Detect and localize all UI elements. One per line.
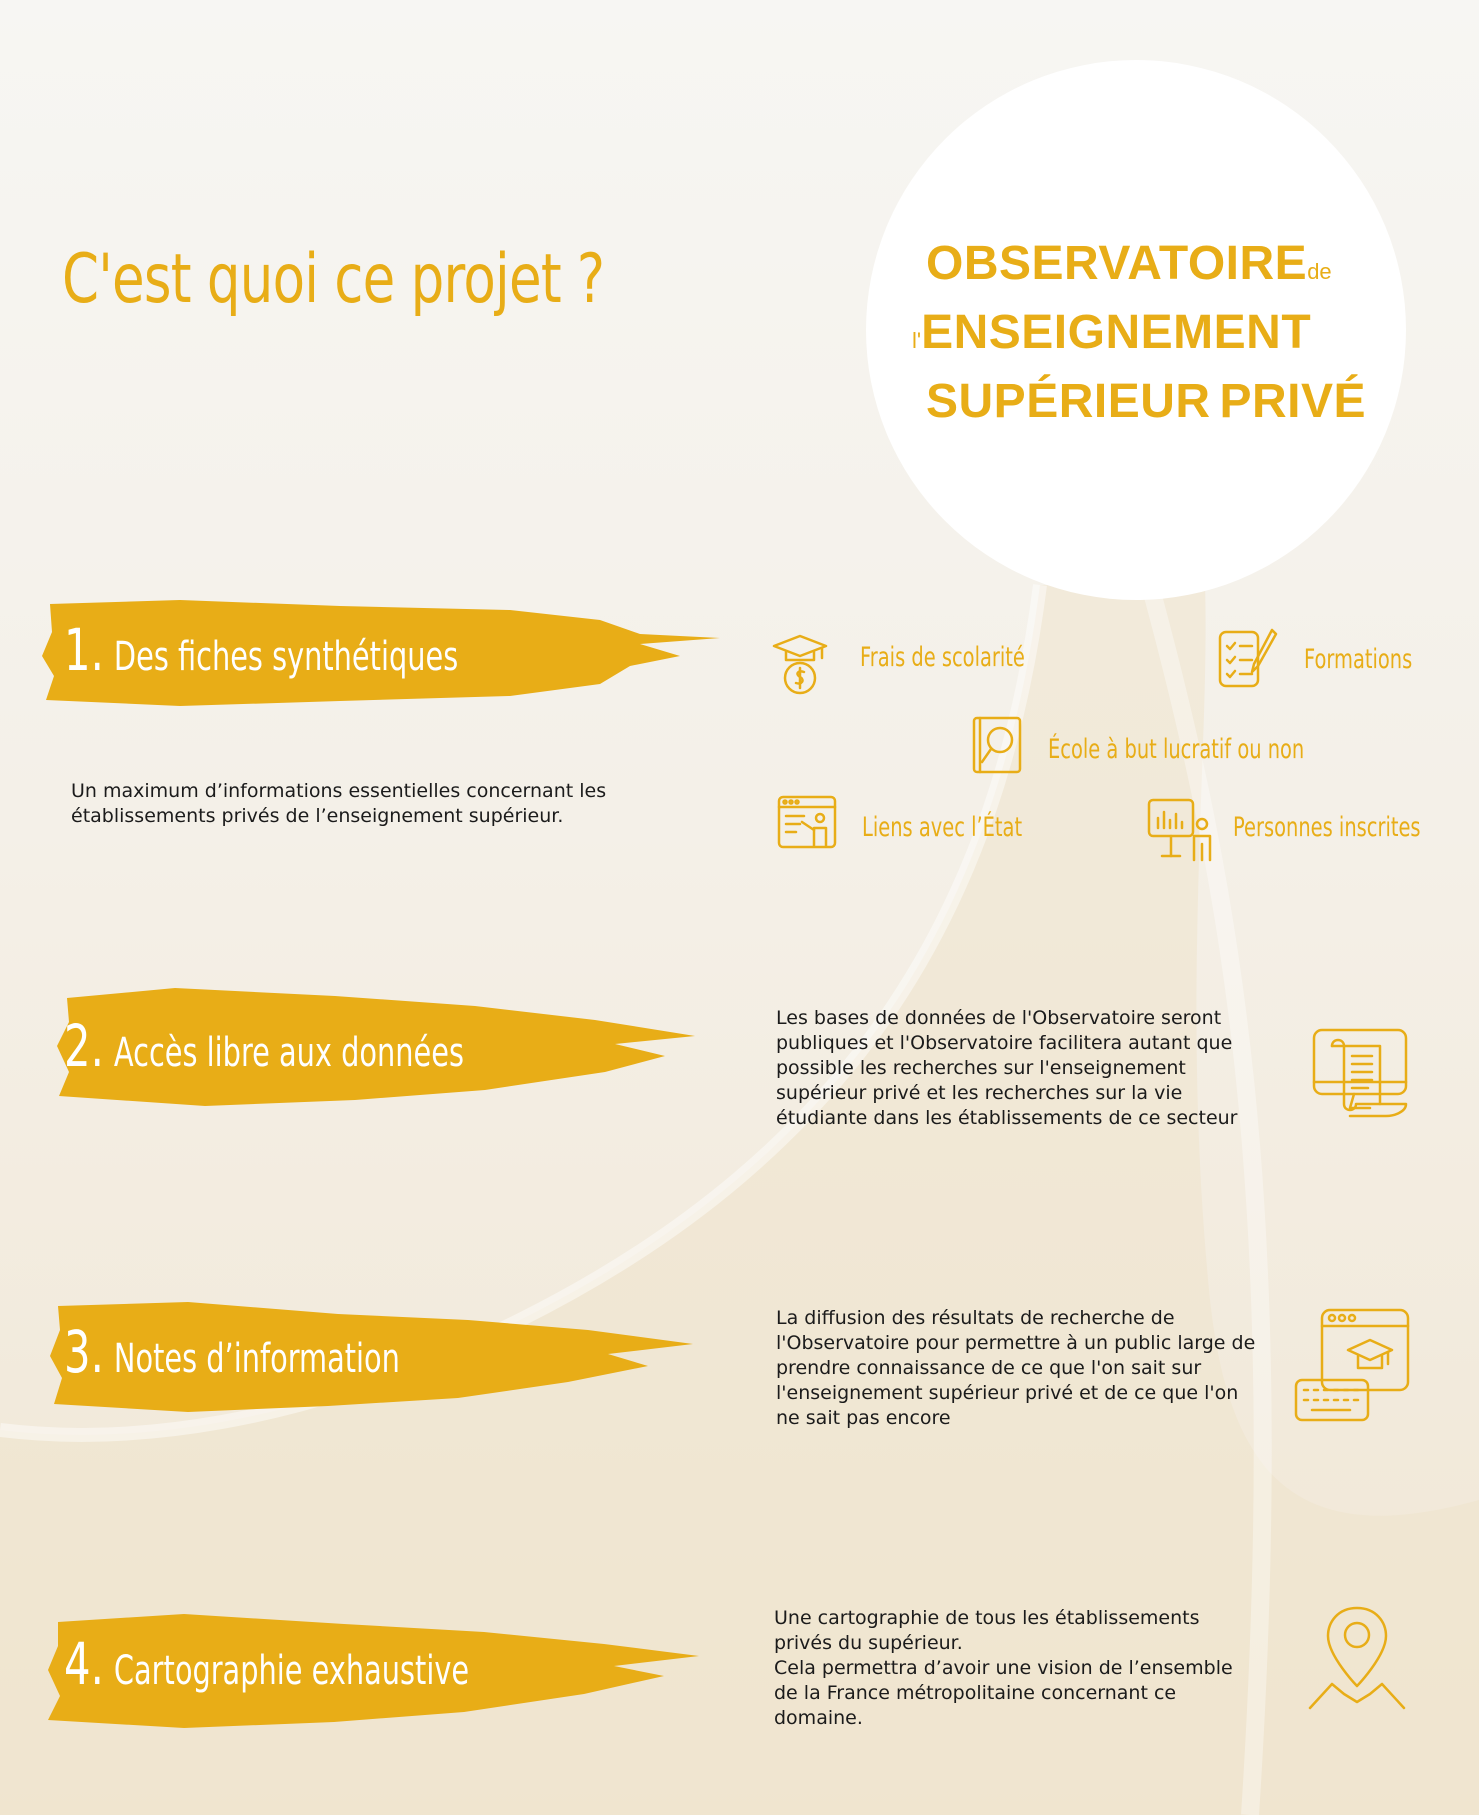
section-1-number: 1. [64, 616, 104, 684]
feature-frais-de-scolarite: Frais de scolarité [860, 642, 1025, 673]
observatoire-logo [912, 235, 1366, 442]
section-2-heading [64, 1012, 464, 1080]
section-1-description: Un maximum d’informations essentielles concernant les établissements privés de l’enseignement supérieur. [71, 780, 607, 827]
section-2-title: Accès libre aux données [113, 1030, 464, 1076]
logo-word-observatoire: OBSERVATOIRE [926, 237, 1308, 290]
section-3-description: La diffusion des résultats de recherche de l'Observatoire pour permettre à un public large de prendre connaissance de ce que l'on sait sur l'enseignement supérieur privé et de ce que l'on ne sait pas encore [776, 1307, 1256, 1429]
feature-personnes-inscrites: Personnes inscrites [1233, 812, 1421, 843]
computer-document-icon [1310, 1024, 1414, 1120]
section-1-title: Des fiches synthétiques [113, 634, 459, 680]
section-2-number: 2. [64, 1012, 104, 1080]
section-1-heading [64, 616, 458, 684]
feature-formations: Formations [1304, 644, 1413, 675]
presentation-chart-icon [1146, 794, 1218, 864]
section-3-heading [64, 1318, 400, 1386]
book-magnifier-icon [970, 714, 1026, 776]
page-title: C'est quoi ce projet ? [62, 240, 605, 319]
logo-word-enseignement: ENSEIGNEMENT [921, 306, 1312, 359]
checklist-pen-icon [1214, 624, 1280, 694]
map-pin-icon [1306, 1604, 1408, 1714]
teacher-board-icon [776, 794, 838, 852]
section-3-title: Notes d’information [113, 1336, 400, 1382]
section-4-line-1: Une cartographie de tous les établissements privés du supérieur. [774, 1607, 1200, 1654]
section-4-heading [64, 1630, 469, 1698]
section-3-number: 3. [64, 1318, 104, 1386]
section-4-description [774, 1606, 1254, 1731]
feature-ecole-but-lucratif: École à but lucratif ou non [1048, 734, 1305, 765]
feature-liens-avec-etat: Liens avec l’État [862, 812, 1023, 843]
logo-word-superieur: SUPÉRIEUR [926, 375, 1211, 428]
browser-keyboard-cap-icon [1292, 1306, 1416, 1426]
graduation-money-bag-icon [768, 628, 832, 696]
section-4-line-2: Cela permettra d’avoir une vision de l’ensemble de la France métropolitaine concernant ce domaine. [774, 1657, 1233, 1729]
logo-word-prive: PRIVÉ [1219, 375, 1366, 428]
section-4-number: 4. [64, 1630, 104, 1698]
logo-word-de: de [1307, 259, 1332, 284]
section-4-title: Cartographie exhaustive [113, 1648, 470, 1694]
logo-word-l: l' [912, 328, 922, 353]
section-2-description: Les bases de données de l'Observatoire seront publiques et l'Observatoire facilitera autant que possible les recherches sur l'enseignement supérieur privé et les recherches sur la vie étudiante dans les établissements de ce secteur [776, 1007, 1238, 1129]
